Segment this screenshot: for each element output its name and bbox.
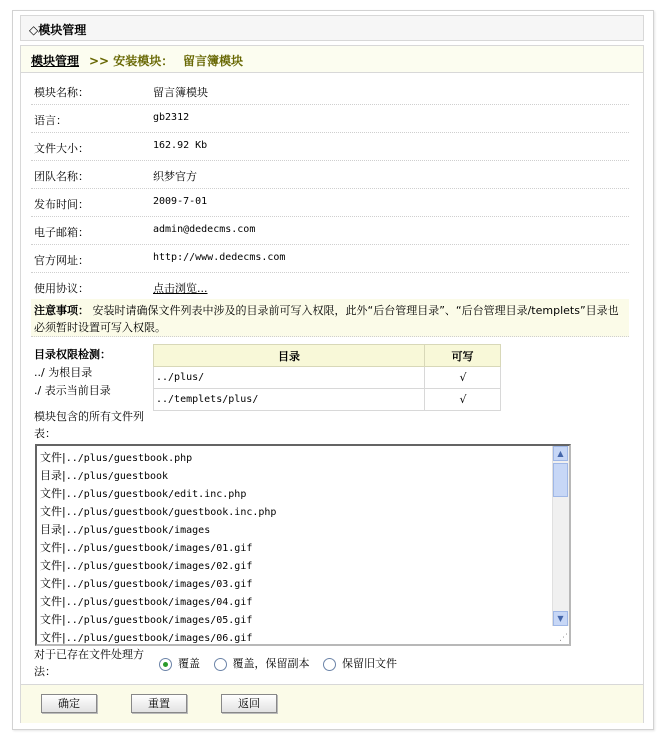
breadcrumb-root-link[interactable]: 模块管理 [31, 54, 80, 68]
info-label: 电子邮箱： [34, 226, 89, 239]
info-row-team [31, 160, 629, 189]
list-item: 文件|../plus/guestbook/guestbook.inc.php [40, 505, 277, 518]
list-item: 文件|../plus/guestbook/images/02.gif [40, 559, 253, 572]
permission-hint-root: ../ 为根目录 [34, 366, 93, 379]
resize-grip-icon[interactable]: ⋰ [559, 633, 568, 643]
install-panel [20, 45, 644, 723]
info-label: 语言： [34, 114, 67, 127]
notice-box [31, 299, 629, 337]
list-item: 文件|../plus/guestbook/images/04.gif [40, 595, 253, 608]
permission-title: 目录权限检测： [34, 348, 111, 361]
column-header-directory: 目录 [154, 345, 425, 367]
info-label: 发布时间： [34, 198, 89, 211]
breadcrumb-current: 留言簿模块 [183, 54, 244, 68]
writable-check-icon: √ [425, 389, 501, 411]
info-row-license [31, 272, 629, 300]
back-button[interactable]: 返回 [221, 694, 277, 713]
option-overwrite[interactable]: 覆盖 [159, 655, 200, 671]
info-value: 162.92 Kb [153, 140, 208, 151]
list-item: 文件|../plus/guestbook/images/01.gif [40, 541, 253, 554]
notice-text: 安装时请确保文件列表中涉及的目录前可写入权限，此外“后台管理目录”、“后台管理目录/templets”目录也必须暂时设置可写入权限。 [34, 304, 619, 334]
file-list-textarea[interactable] [35, 444, 571, 646]
confirm-button[interactable]: 确定 [41, 694, 97, 713]
existing-file-options [159, 655, 407, 671]
info-value: admin@dedecms.com [153, 224, 256, 235]
header-bar [20, 15, 644, 41]
reset-button[interactable]: 重置 [131, 694, 187, 713]
directory-permission-table [153, 344, 501, 411]
existing-file-label: 对于已存在文件处理方法： [34, 648, 144, 678]
info-row-name [31, 76, 629, 105]
directory-cell: ../plus/ [154, 367, 425, 389]
radio-keep-old[interactable] [323, 658, 336, 671]
list-item: 文件|../plus/guestbook/images/05.gif [40, 613, 253, 626]
info-value: http://www.dedecms.com [153, 252, 286, 263]
info-value: 留言簿模块 [153, 86, 208, 99]
page-title: ◇模块管理 [29, 23, 87, 37]
license-link[interactable]: 点击浏览... [153, 282, 208, 295]
list-item: 目录|../plus/guestbook [40, 469, 169, 482]
file-list-lines [40, 449, 276, 646]
info-row-email [31, 216, 629, 245]
list-item: 文件|../plus/guestbook/edit.inc.php [40, 487, 247, 500]
permission-label [34, 346, 111, 400]
info-label: 文件大小： [34, 142, 89, 155]
info-value: 织梦官方 [153, 170, 197, 183]
info-label: 模块名称： [34, 86, 89, 99]
radio-overwrite[interactable] [159, 658, 172, 671]
info-label: 使用协议： [34, 282, 89, 295]
radio-overwrite-keep-copy[interactable] [214, 658, 227, 671]
info-row-date [31, 188, 629, 217]
breadcrumb [21, 46, 643, 73]
option-keep-old[interactable]: 保留旧文件 [323, 655, 397, 671]
info-row-language [31, 104, 629, 133]
list-item: 文件|../plus/guestbook.php [40, 451, 193, 464]
list-item: 目录|../plus/guestbook/images [40, 523, 211, 536]
table-row [154, 367, 501, 389]
notice-title: 注意事项： [34, 304, 89, 317]
writable-check-icon: √ [425, 367, 501, 389]
vertical-scrollbar[interactable] [552, 446, 569, 626]
info-label: 官方网址： [34, 254, 89, 267]
scroll-down-icon[interactable]: ▼ [553, 611, 568, 626]
directory-cell: ../templets/plus/ [154, 389, 425, 411]
list-item: 文件|../plus/guestbook/images/06.gif [40, 631, 253, 644]
column-header-writable: 可写 [425, 345, 501, 367]
table-row [154, 389, 501, 411]
scroll-up-icon[interactable]: ▲ [553, 446, 568, 461]
info-value: 2009-7-01 [153, 196, 208, 207]
info-row-filesize [31, 132, 629, 161]
info-label: 团队名称： [34, 170, 89, 183]
info-row-website [31, 244, 629, 273]
scrollbar-thumb[interactable] [553, 463, 568, 497]
breadcrumb-step: >> 安装模块： [89, 54, 174, 68]
permission-hint-current: ./ 表示当前目录 [34, 384, 111, 397]
button-bar [21, 684, 643, 723]
option-overwrite-keep-copy[interactable]: 覆盖，保留副本 [214, 655, 310, 671]
file-list-label: 模块包含的所有文件列表： [34, 410, 144, 440]
list-item: 文件|../plus/guestbook/images/03.gif [40, 577, 253, 590]
info-value: gb2312 [153, 112, 190, 123]
